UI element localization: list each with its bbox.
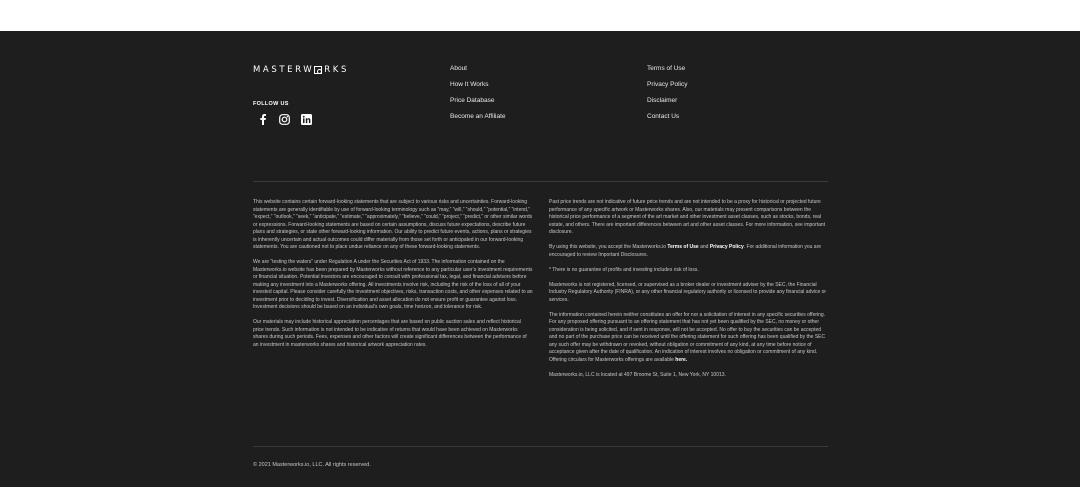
- linkedin-icon[interactable]: [300, 113, 313, 126]
- forward-looking-statement: This website contains certain forward-looking statements that are subject to various risks and uncertainties. Forward-looking statements are generally identifiable by use of forward-looking terminology such as “may,” “will,” “should,” “potential,” “intend,” “expect,” “outlook,” “seek,” “anticipate,” “estimate,” “approximately,” “believe,” “could,” “project,” “predict,” or other similar words or expressions. Forward-looking statements are based on certain assumptions, discuss future expectations, describe future plans and strategies, or state other forward-looking information. Our ability to predict future events, actions, plans or strategies is inherently uncertain and actual outcomes could differ materially from those set forth or anticipated in our forward-looking statements. You are cautioned not to place undue reliance on any of these forward-looking statements.: [253, 199, 533, 250]
- footer-link-about[interactable]: About: [450, 65, 467, 72]
- follow-us-label: FOLLOW US: [253, 101, 289, 107]
- divider-bottom: [253, 446, 828, 447]
- footer-link-disclaimer[interactable]: Disclaimer: [647, 97, 678, 104]
- logo-text-end: RKS: [324, 65, 349, 75]
- footer-link-terms[interactable]: Terms of Use: [647, 65, 686, 72]
- divider-top: [253, 181, 828, 182]
- footer-links-company: [450, 65, 506, 129]
- price-trends-statement: Past price trends are not indicative of future price trends and are not intended to be a proxy for historical or projected future performance of any specific artwork or Masterworks shares. Also, our materials may present comparisons between the historical price performance of a segment of the art market and other investment asset classes, such as stocks, bonds, real estate, and others. There are important differences between art and other asset classes. For more information, see important disclosure.: [549, 199, 826, 235]
- testing-waters-statement: We are “testing the waters” under Regulation A under the Securities Act of 1933. The information contained on the Masterworks.io website has been prepared by Masterworks without reference to any particular user’s investment requirements or financial situation. Potential investors are encouraged to consult with professional tax, legal, and financial advisors before making any investment into a Masterworks offering. All investments involve risk, including the risk of the loss of all of your invested capital. Please consider carefully the investment objectives, risks, transaction costs, and other expenses related to an investment prior to deciding to invest. Diversification and asset allocation do not ensure profit or guarantee against loss. Investment decisions should be based on an individual’s own goals, time horizon, and tolerance for risk.: [253, 259, 533, 310]
- terms-text-end: . For additional information you are encouraged to review Important Disclosures.: [549, 244, 822, 258]
- disclaimer-left-column: [253, 199, 533, 357]
- footer-links-legal: [647, 65, 687, 129]
- terms-text-start: By using this website, you accept the Masterworks.io: [549, 244, 668, 250]
- social-links: [256, 113, 313, 126]
- terms-of-use-link[interactable]: Terms of Use: [667, 244, 699, 250]
- logo-text-start: MASTERW: [253, 65, 315, 75]
- offering-text: The information contained herein neither constitutes an offer for nor a solicitation of interest in any specific securities offering. For any proposed offering pursuant to an offering statement that has not yet been qualified by the SEC, no money or other consideration is being solicited, and if sent in response, will not be accepted. No offer to buy the securities can be accepted and no part of the purchase price can be received until the offering statement for such offering has been qualified by the SEC any such offer may be withdrawn or revoked, without obligation or commitment of any kind, at any time before notice of acceptance given after the date of qualification. An indication of interest involves no obligation or commitment of any kind. Offering circulars for Masterworks offerings are available: [549, 311, 826, 363]
- footer-link-price-database[interactable]: Price Database: [450, 97, 495, 104]
- instagram-icon[interactable]: [278, 113, 291, 126]
- terms-acceptance-statement: [549, 244, 829, 259]
- logo-o-icon: [314, 66, 322, 74]
- footer-link-contact[interactable]: Contact Us: [647, 113, 680, 120]
- privacy-policy-link[interactable]: Privacy Policy: [709, 244, 744, 250]
- masterworks-logo[interactable]: [253, 65, 349, 75]
- address-statement: Masterworks.io, LLC is located at 497 Broome St, Suite 1, New York, NY 10013.: [549, 371, 726, 378]
- top-bar: [0, 0, 1080, 31]
- risk-note: * There is no guarantee of profits and investing includes risk of loss.: [549, 266, 699, 273]
- disclaimer-right-column: [549, 199, 829, 387]
- site-footer: [0, 31, 1080, 487]
- facebook-icon[interactable]: [256, 113, 269, 126]
- copyright-text: © 2021 Masterworks.io, LLC. All rights reserved.: [253, 462, 371, 468]
- footer-link-how-it-works[interactable]: How It Works: [450, 81, 489, 88]
- offering-statement: [549, 312, 829, 365]
- appreciation-statement: Our materials may include historical appreciation percentages that are based on public auction sales and reflect historical price trends. Such information is not intended to be indicative of returns that would have been achieved on Masterworks shares during such periods. Fees, expenses and other factors will create significant differences between the performance of an investment in masterworks shares and historical artwork appreciation rates.: [253, 319, 527, 348]
- registration-statement: Masterworks is not registered, licensed, or supervised as a broker dealer or investment adviser by the SEC, the Financial Industry Regulatory Authority (FINRA), or any other financial regulatory authority or licensed to provide any financial advice or services.: [549, 281, 827, 303]
- offering-circulars-link[interactable]: here.: [675, 356, 688, 363]
- footer-link-become-affiliate[interactable]: Become an Affiliate: [450, 113, 506, 120]
- terms-text-and: and: [698, 244, 710, 250]
- footer-link-privacy[interactable]: Privacy Policy: [647, 81, 688, 88]
